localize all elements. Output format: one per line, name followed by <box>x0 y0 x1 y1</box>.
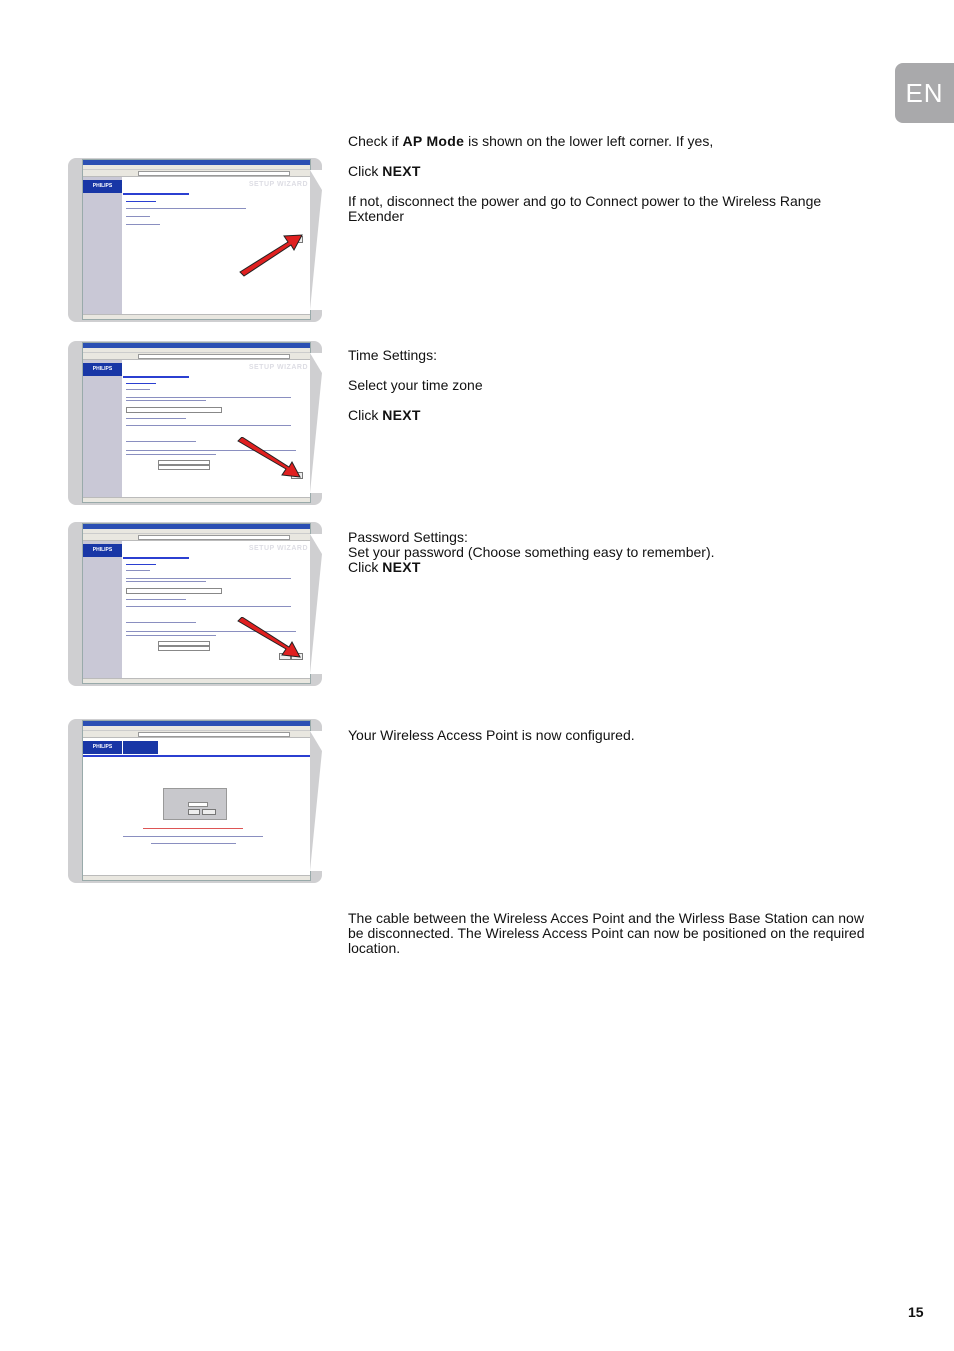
panel-edge-decoration <box>310 170 324 310</box>
setup-wizard-title: SETUP WIZARD <box>248 181 308 188</box>
step1-text: Check if AP Mode is shown on the lower left corner. If yes, Click NEXT If not, disconnect the power and go to Connect power to the Wireless Range Extender <box>348 133 822 224</box>
philips-logo: PHILIPS <box>83 741 122 754</box>
step4-text: Your Wireless Access Point is now configured. <box>348 727 635 743</box>
panel-edge-decoration <box>310 731 324 871</box>
philips-logo: PHILIPS <box>83 363 122 376</box>
browser-window <box>82 720 311 881</box>
setup-wizard-title: SETUP WIZARD <box>248 364 308 371</box>
setup-wizard-title: SETUP WIZARD <box>248 545 308 552</box>
red-arrow-icon <box>234 437 304 482</box>
login-box <box>163 788 227 820</box>
philips-logo: PHILIPS <box>83 544 122 557</box>
philips-logo: PHILIPS <box>83 180 122 193</box>
red-arrow-icon <box>236 232 306 277</box>
panel-edge-decoration <box>310 353 324 493</box>
screenshot-getting-started <box>68 158 322 322</box>
closing-text: The cable between the Wireless Acces Point and the Wirless Base Station can now be disconnected. The Wireless Access Point can now be positioned on the required location. <box>348 910 865 956</box>
page-number: 15 <box>908 1304 924 1320</box>
panel-edge-decoration <box>310 534 324 674</box>
screenshot-time-settings <box>68 341 322 505</box>
step3-text: Password Settings: Set your password (Choose something easy to remember). Click NEXT <box>348 529 715 575</box>
step2-text: Time Settings: Select your time zone Click NEXT <box>348 347 483 423</box>
screenshot-password-settings <box>68 522 322 686</box>
screenshot-login <box>68 719 322 883</box>
language-tab: EN <box>895 63 954 123</box>
red-arrow-icon <box>234 617 304 662</box>
